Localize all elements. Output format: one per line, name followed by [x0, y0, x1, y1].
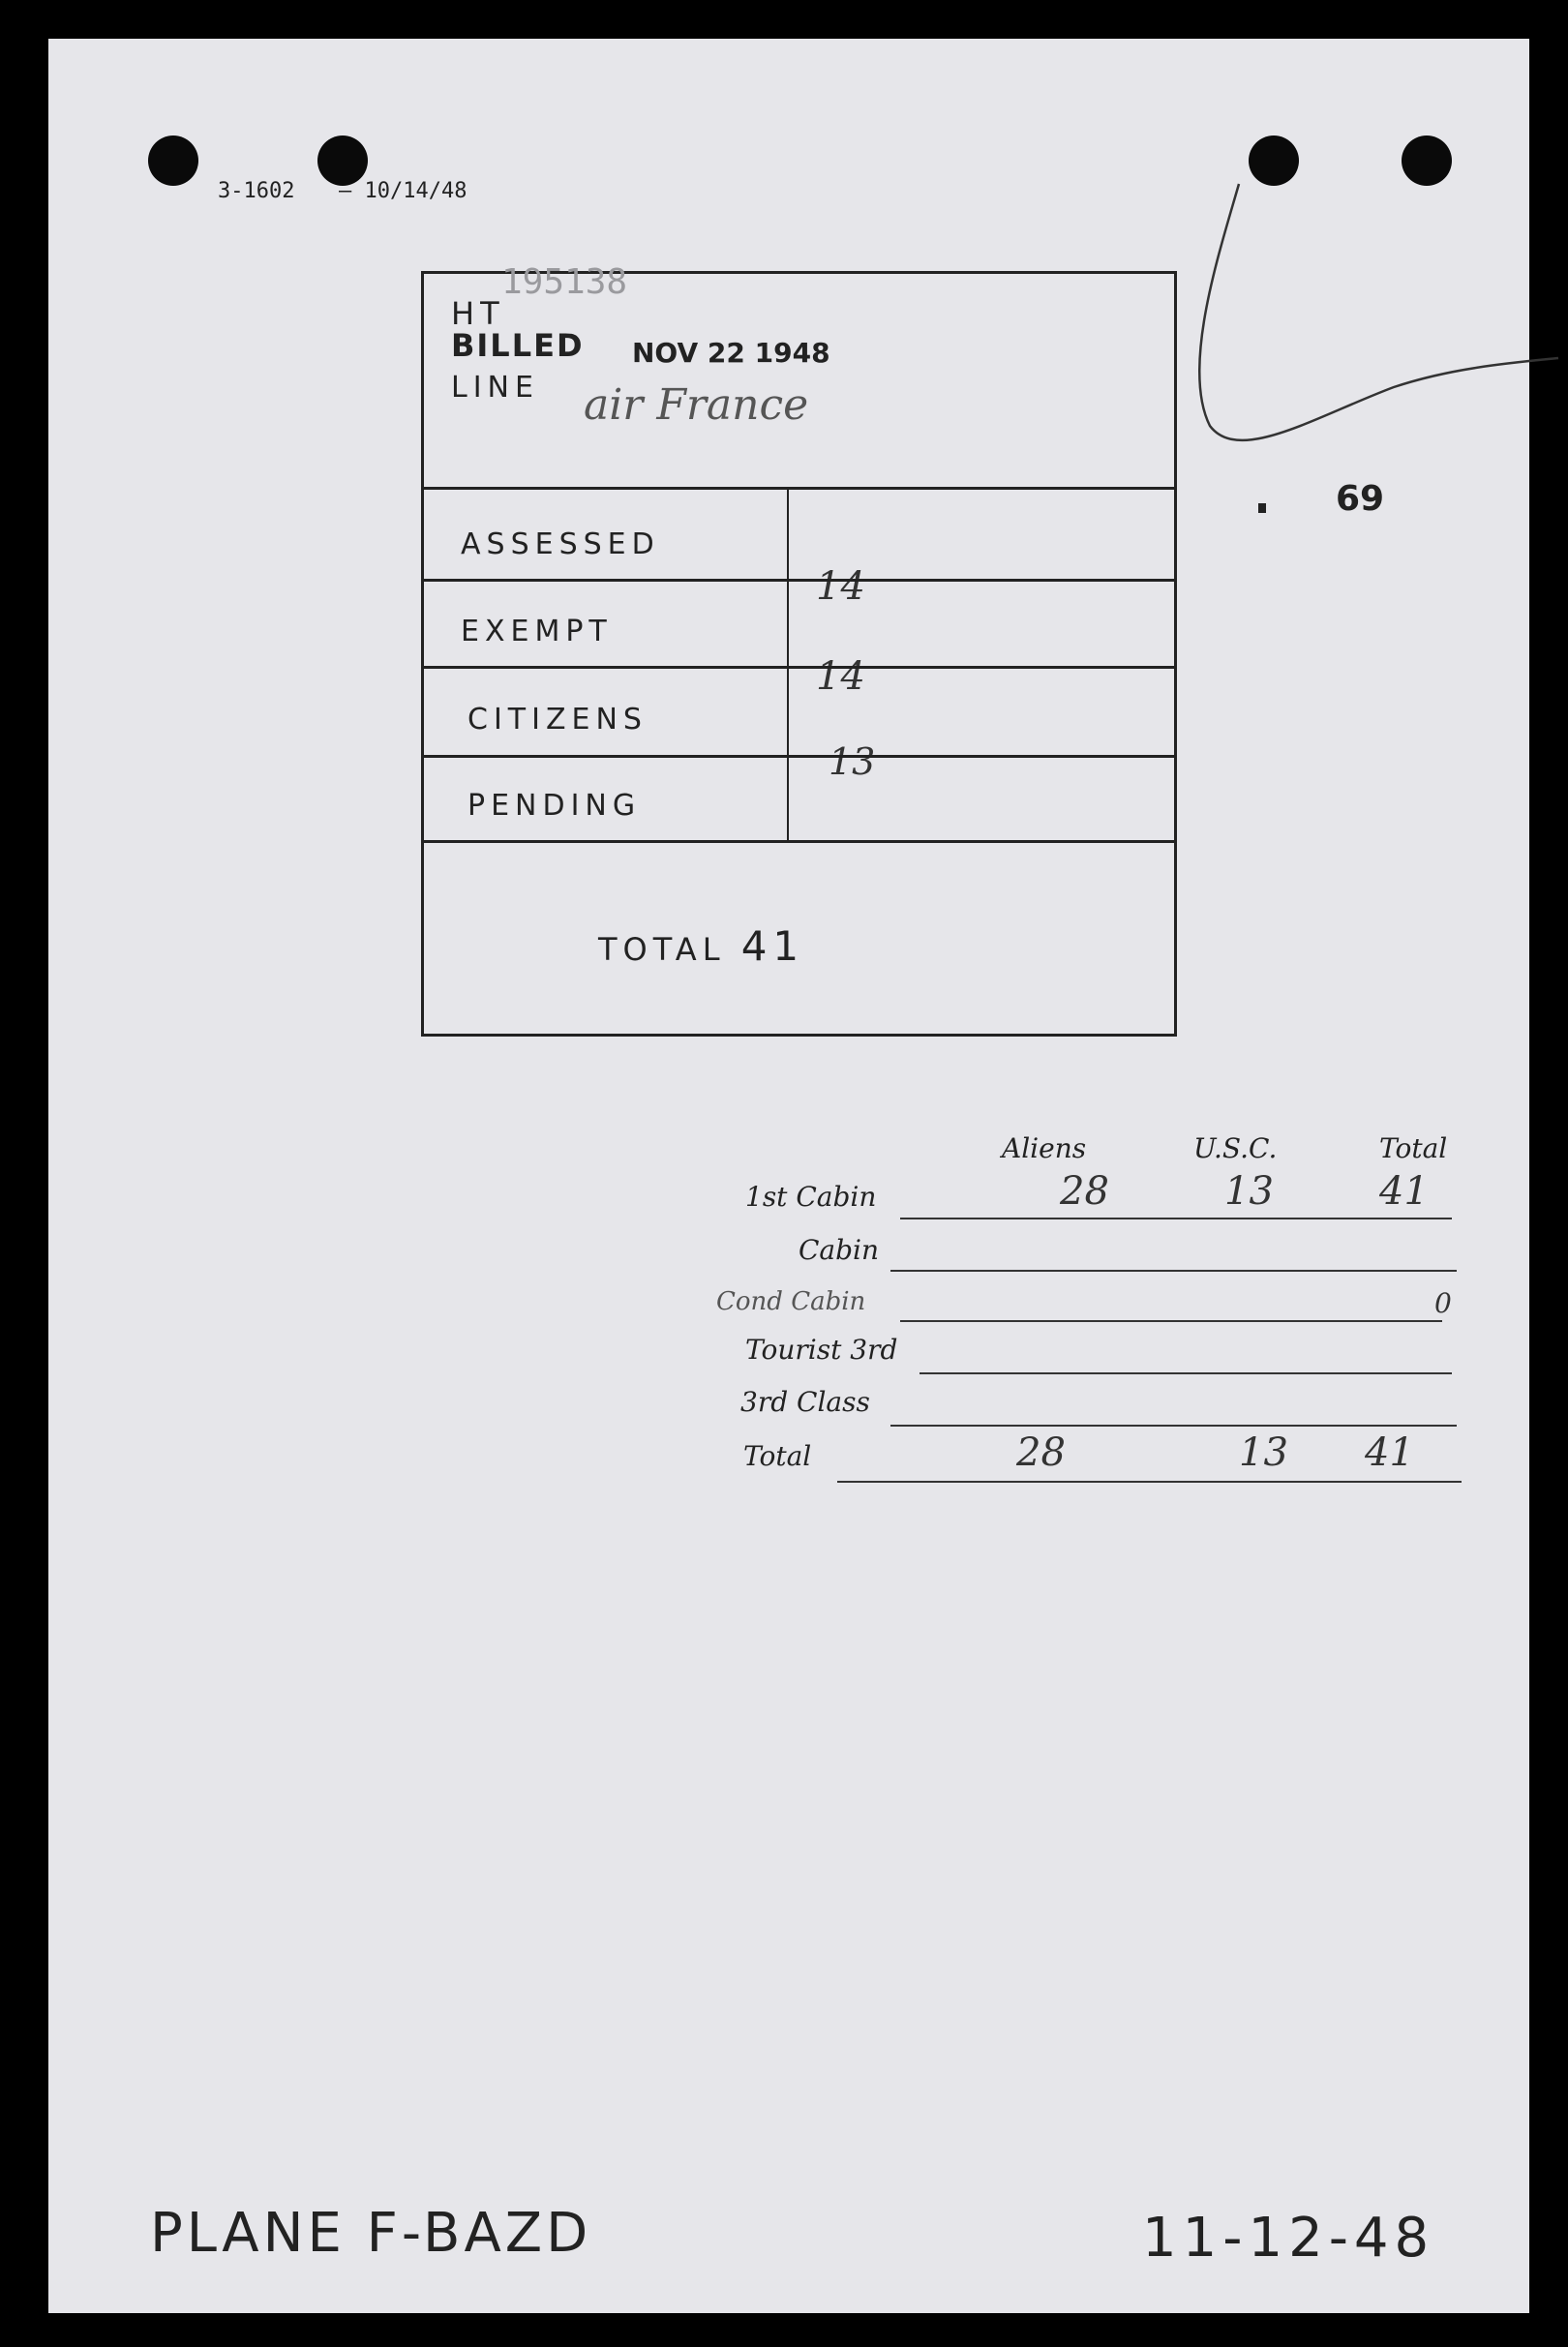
box-divider-3 — [424, 755, 1174, 758]
row-pending-label: PENDING — [467, 789, 642, 823]
page-number: 69 — [1336, 479, 1385, 519]
pen-stroke — [1161, 174, 1568, 523]
form-number: 3-1602 — [218, 179, 295, 203]
row-rule-1 — [900, 1218, 1452, 1219]
label-billed: BILLED — [451, 327, 585, 364]
row-total-usc: 13 — [1239, 1430, 1288, 1475]
row-rule-6 — [837, 1481, 1462, 1483]
label-line: LINE — [451, 371, 539, 405]
document-page — [48, 39, 1529, 2313]
row-rule-2 — [890, 1270, 1457, 1272]
billing-stamp-box — [421, 262, 1177, 1037]
box-divider-2 — [424, 666, 1174, 669]
row-1st-cabin-aliens: 28 — [1060, 1169, 1109, 1214]
row-assessed-label: ASSESSED — [461, 527, 660, 561]
row-label-total: Total — [743, 1440, 812, 1472]
row-1st-cabin-total: 41 — [1379, 1169, 1429, 1214]
row-rule-5 — [890, 1425, 1457, 1427]
plane-id-handwritten: PLANE F-BAZD — [150, 2202, 592, 2265]
row-assessed-value: 14 — [816, 564, 865, 609]
row-rule-4 — [920, 1372, 1452, 1374]
row-1st-cabin-usc: 13 — [1224, 1169, 1274, 1214]
row-exempt-value: 14 — [816, 654, 865, 699]
box-divider-header — [424, 487, 1174, 490]
box-divider-1 — [424, 579, 1174, 582]
total-label-text: TOTAL — [598, 931, 726, 968]
row-label-tourist-3rd: Tourist 3rd — [745, 1334, 898, 1366]
row-rule-3 — [900, 1320, 1442, 1322]
form-date: — 10/14/48 — [339, 179, 467, 203]
column-header-usc: U.S.C. — [1193, 1132, 1278, 1164]
line-value-handwritten: air France — [584, 380, 809, 430]
box-column-divider — [787, 487, 789, 840]
label-ht: HT — [451, 295, 505, 332]
column-header-total: Total — [1379, 1132, 1448, 1164]
column-header-aliens: Aliens — [1002, 1132, 1087, 1164]
row-label-cabin: Cabin — [799, 1234, 880, 1266]
punch-hole-1 — [148, 135, 198, 186]
total-label — [598, 922, 804, 970]
row-citizens-label: CITIZENS — [467, 703, 648, 737]
row-exempt-label: EXEMPT — [461, 615, 613, 648]
row-total-aliens: 28 — [1016, 1430, 1066, 1475]
row-label-1st-cabin: 1st Cabin — [745, 1181, 877, 1213]
total-value: 41 — [740, 922, 805, 970]
row-label-cond-cabin: Cond Cabin — [716, 1287, 866, 1316]
row-cond-cabin-total: 0 — [1434, 1287, 1452, 1319]
box-divider-4 — [424, 840, 1174, 843]
row-citizens-value: 13 — [829, 740, 876, 783]
dot-mark — [1258, 503, 1266, 513]
stamp-serial: 195138 — [501, 262, 628, 302]
row-label-3rd-class: 3rd Class — [740, 1386, 870, 1418]
billed-date-stamp: NOV 22 1948 — [632, 337, 830, 369]
footer-date-handwritten: 11-12-48 — [1142, 2207, 1435, 2270]
row-total-total: 41 — [1365, 1430, 1414, 1475]
